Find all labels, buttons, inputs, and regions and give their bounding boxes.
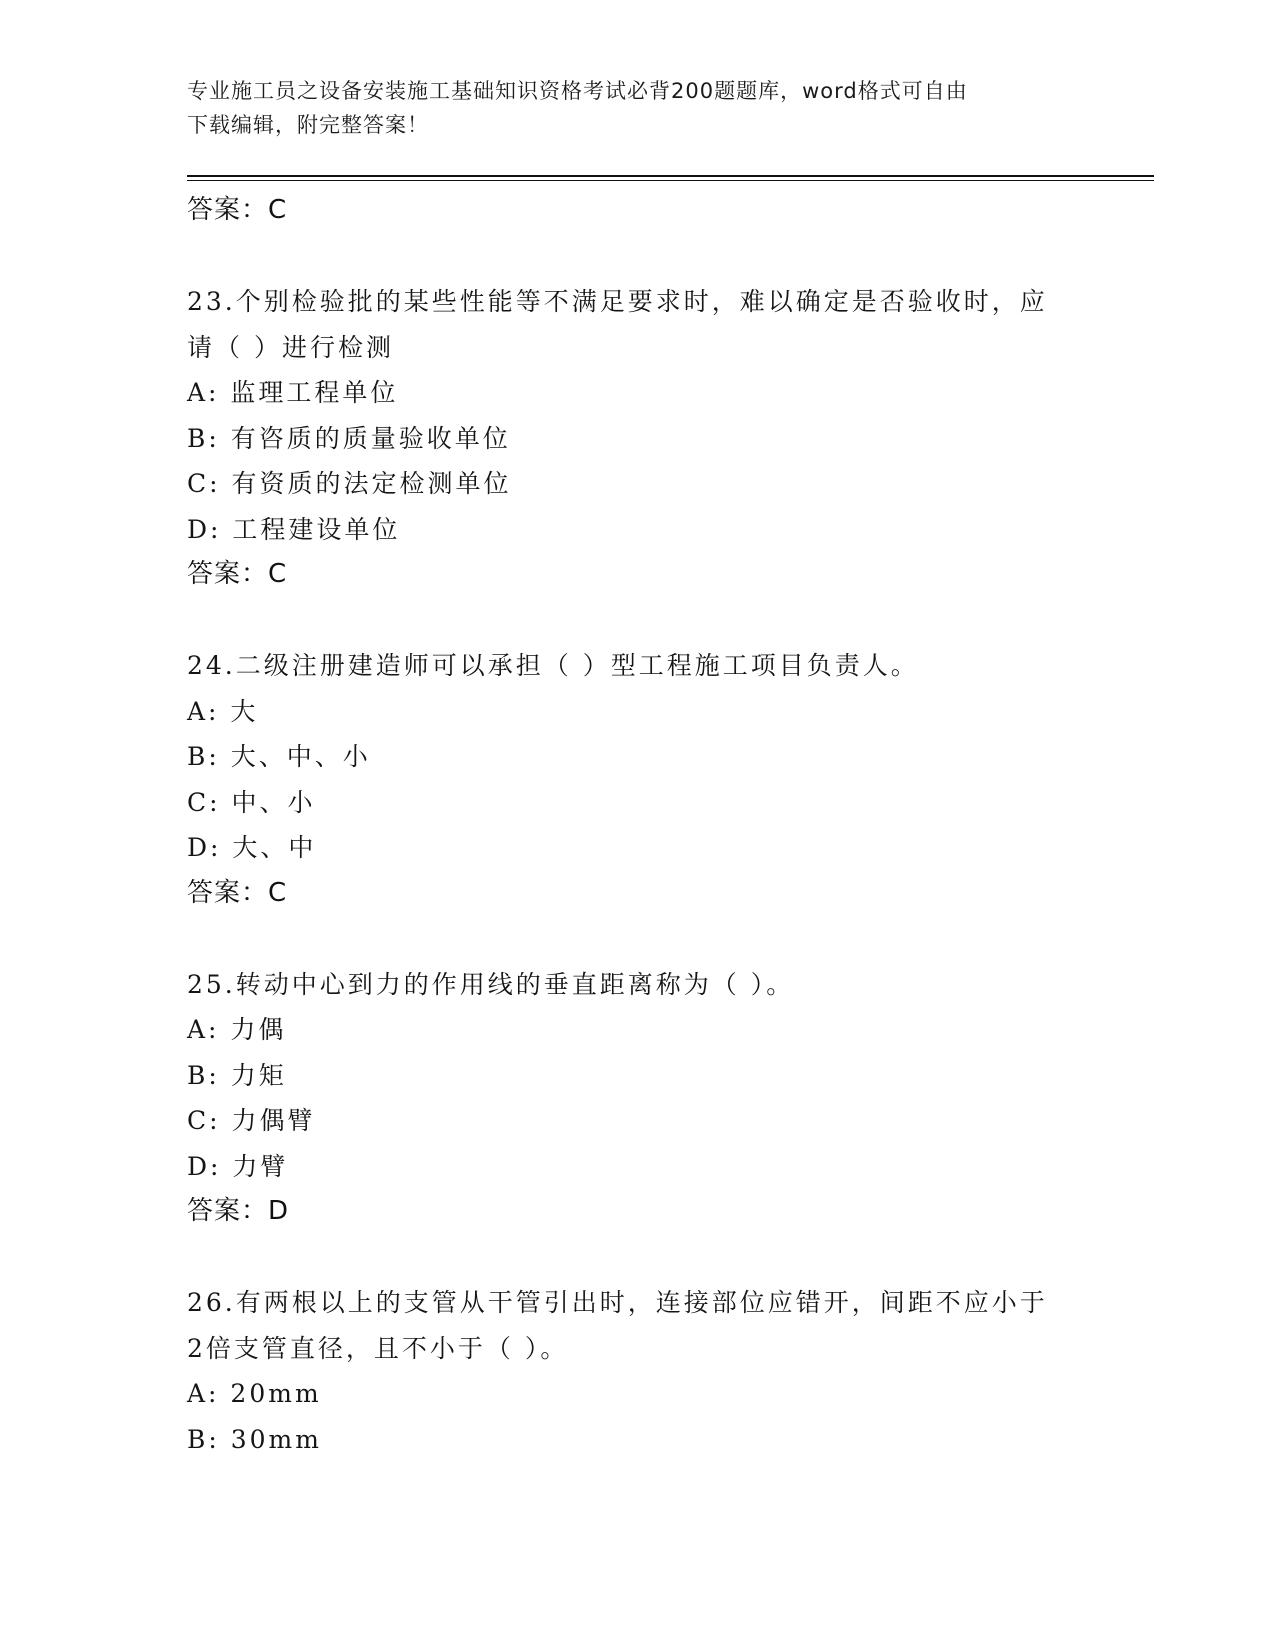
option-c: C: 中、小 bbox=[187, 787, 316, 817]
option-a: A: 20mm bbox=[187, 1379, 322, 1408]
option-d: D: 力臂 bbox=[187, 1151, 289, 1181]
question-list bbox=[187, 188, 1087, 1462]
option-b: B: 30mm bbox=[187, 1424, 322, 1454]
question-23 bbox=[187, 279, 1087, 597]
option-c: C: 有资质的法定检测单位 bbox=[187, 469, 512, 498]
option-a: A: 力偶 bbox=[187, 1015, 287, 1044]
question-stem: 26.有两根以上的支管从干管引出时，连接部位应错开，间距不应小于 bbox=[187, 1288, 1048, 1317]
answer: 答案：C bbox=[187, 877, 288, 908]
previous-answer: 答案：C bbox=[187, 195, 288, 225]
option-a: A: 大 bbox=[187, 696, 259, 726]
header-line-2: 下载编辑，附完整答案！ bbox=[187, 113, 429, 137]
header-line-1: 专业施工员之设备安装施工基础知识资格考试必背200题题库，word格式可自由 bbox=[187, 79, 968, 103]
question-26 bbox=[187, 1280, 1087, 1462]
option-b: B: 有咨质的质量验收单位 bbox=[187, 423, 511, 453]
answer: 答案：D bbox=[187, 1196, 290, 1226]
option-a: A: 监理工程单位 bbox=[187, 378, 399, 407]
option-d: D: 工程建设单位 bbox=[187, 514, 401, 544]
question-stem: 23.个别检验批的某些性能等不满足要求时，难以确定是否验收时，应 bbox=[187, 287, 1048, 316]
question-stem: 24.二级注册建造师可以承担（ ）型工程施工项目负责人。 bbox=[187, 651, 919, 680]
answer: 答案：C bbox=[187, 559, 288, 589]
question-stem-continued: 2倍支管直径，且不小于（ ）。 bbox=[187, 1333, 569, 1363]
question-stem: 25.转动中心到力的作用线的垂直距离称为（ ）。 bbox=[187, 969, 795, 999]
option-c: C: 力偶臂 bbox=[187, 1106, 316, 1135]
option-b: B: 力矩 bbox=[187, 1060, 287, 1090]
document-header bbox=[187, 74, 1067, 142]
question-24 bbox=[187, 643, 1087, 916]
option-d: D: 大、中 bbox=[187, 833, 317, 862]
option-b: B: 大、中、小 bbox=[187, 742, 371, 771]
question-stem-continued: 请（ ）进行检测 bbox=[187, 332, 394, 362]
header-divider-thin bbox=[187, 180, 1154, 181]
question-25 bbox=[187, 962, 1087, 1235]
header-divider-thick bbox=[187, 175, 1154, 177]
